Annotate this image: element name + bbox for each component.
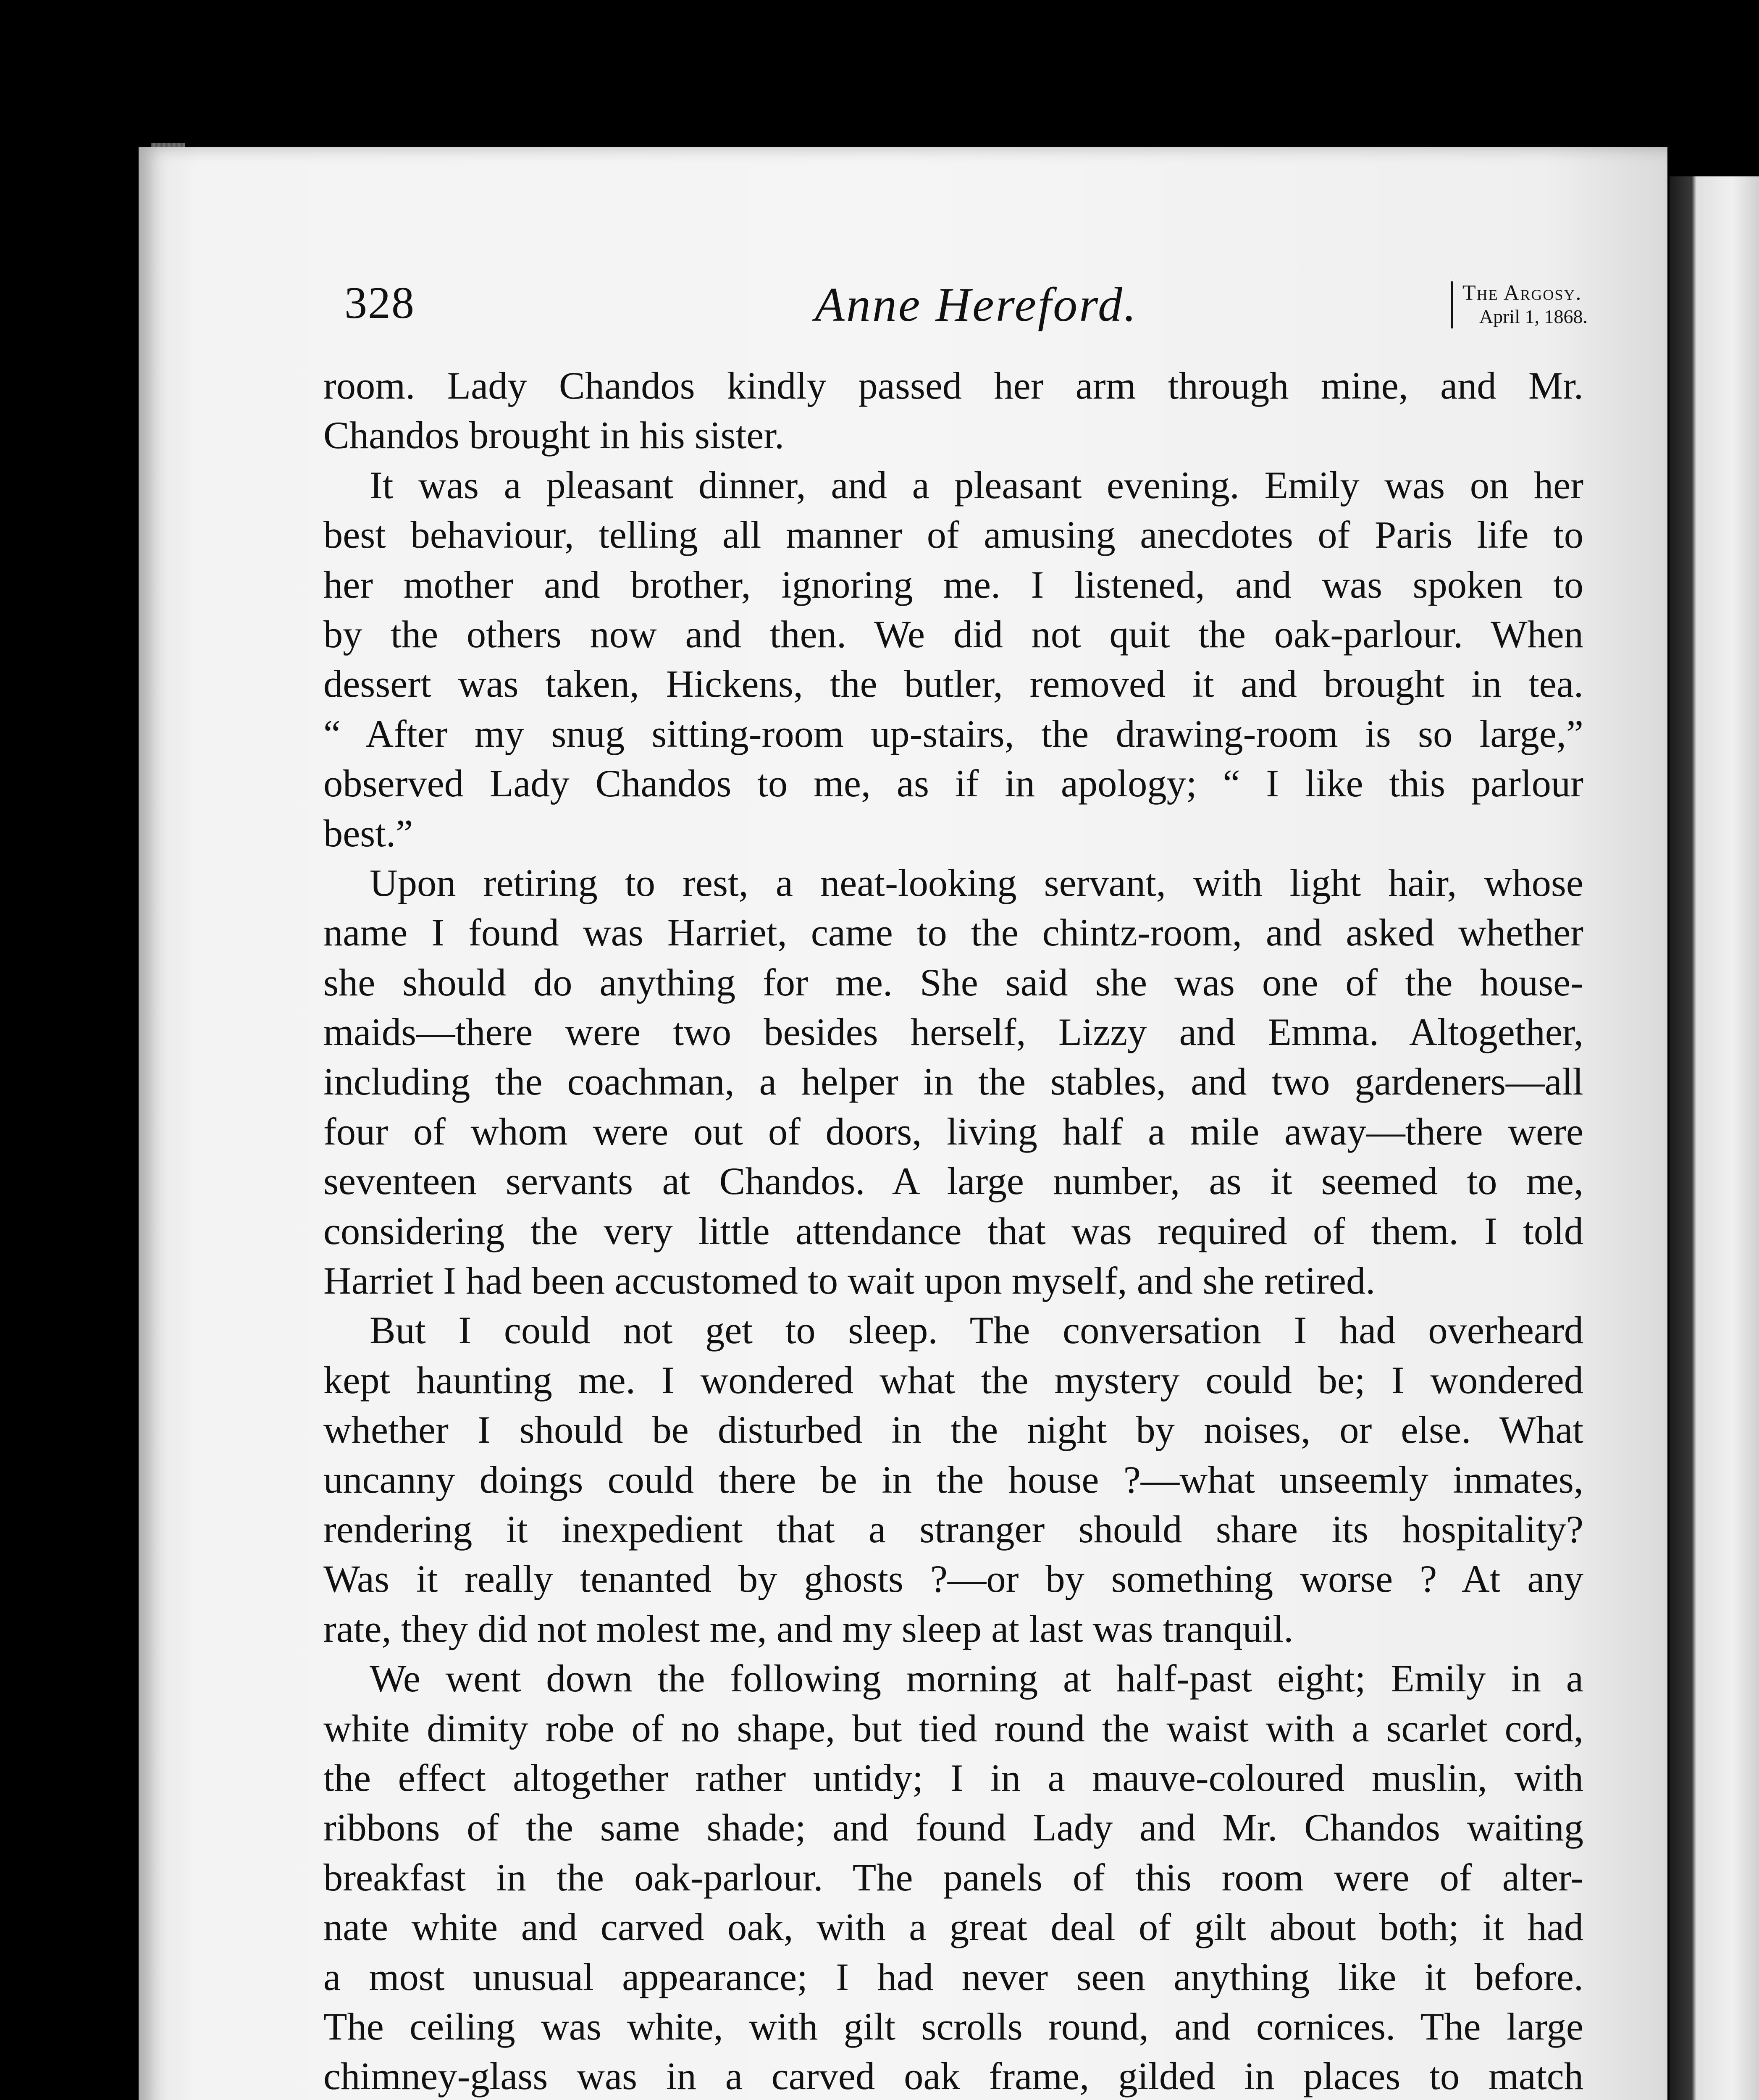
text-line: Was it really tenanted by ghosts ?—or by something worse ? At any [323, 1558, 1583, 1601]
text-line: seventeen servants at Chandos. A large number, as it seemed to me, [323, 1160, 1583, 1203]
text-line: four of whom were out of doors, living half a mile away—there were [323, 1110, 1583, 1153]
running-title: Anne Hereford. [815, 278, 1138, 332]
text-line: whether I should be disturbed in the night by noises, or else. What [323, 1409, 1583, 1452]
text-line: uncanny doings could there be in the house ?—what unseemly inmates, [323, 1458, 1583, 1502]
source-title: The Argosy. [1462, 281, 1582, 305]
next-page-edge [1670, 176, 1759, 2100]
text-line: rate, they did not molest me, and my sleep at last was tranquil. [323, 1607, 1294, 1651]
text-line: ribbons of the same shade; and found Lady and Mr. Chandos waiting [323, 1806, 1583, 1850]
text-line: dessert was taken, Hickens, the butler, removed it and brought in tea. [323, 663, 1583, 706]
text-line: chimney-glass was in a carved oak frame, gilded in places to match [323, 2055, 1583, 2098]
text-line: rendering it inexpedient that a stranger should share its hospitality? [323, 1508, 1583, 1551]
text-line: her mother and brother, ignoring me. I listened, and was spoken to [323, 563, 1583, 606]
text-line: But I could not get to sleep. The conversation I had overheard [370, 1309, 1583, 1352]
text-line: considering the very little attendance that was required of them. I told [323, 1210, 1583, 1253]
text-line: the effect altogether rather untidy; I in a mauve-coloured muslin, with [323, 1756, 1583, 1800]
text-line: a most unusual appearance; I had never seen anything like it before. [323, 1956, 1583, 1999]
text-line: Upon retiring to rest, a neat-looking servant, with light hair, whose [370, 861, 1583, 905]
text-line: best behaviour, telling all manner of amusing anecdotes of Paris life to [323, 514, 1583, 557]
text-line: best.” [323, 812, 413, 855]
text-line: including the coachman, a helper in the stables, and two gardeners—all [323, 1060, 1583, 1104]
text-line: white dimity robe of no shape, but tied round the waist with a scarlet cord, [323, 1707, 1583, 1750]
body-text [323, 361, 1583, 2100]
text-line: by the others now and then. We did not quit the oak-parlour. When [323, 613, 1583, 656]
text-line: maids—there were two besides herself, Lizzy and Emma. Altogether, [323, 1011, 1583, 1054]
source-citation [1451, 281, 1588, 328]
text-line: It was a pleasant dinner, and a pleasant evening. Emily was on her [370, 464, 1583, 507]
page-number: 328 [344, 278, 415, 328]
text-line: observed Lady Chandos to me, as if in apology; “ I like this parlour [323, 762, 1583, 806]
text-line: Chandos brought in his sister. [323, 414, 785, 457]
text-line: kept haunting me. I wondered what the mystery could be; I wondered [323, 1359, 1583, 1402]
text-line: The ceiling was white, with gilt scrolls round, and cornices. The large [323, 2005, 1583, 2048]
text-line: We went down the following morning at half-past eight; Emily in a [370, 1657, 1583, 1701]
source-date: April 1, 1868. [1479, 306, 1588, 327]
page-header [344, 277, 1588, 361]
text-line: “ After my snug sitting-room up-stairs, the drawing-room is so large,” [323, 712, 1583, 756]
text-line: nate white and carved oak, with a great deal of gilt about both; it had [323, 1906, 1583, 1949]
text-line: room. Lady Chandos kindly passed her arm through mine, and Mr. [323, 365, 1583, 407]
text-line: breakfast in the oak-parlour. The panels of this room were of alter- [323, 1856, 1583, 1899]
text-line: name I found was Harriet, came to the chintz-room, and asked whether [323, 911, 1583, 955]
text-line: Harriet I had been accustomed to wait upon myself, and she retired. [323, 1260, 1376, 1303]
text-line: she should do anything for me. She said she was one of the house- [323, 961, 1583, 1004]
